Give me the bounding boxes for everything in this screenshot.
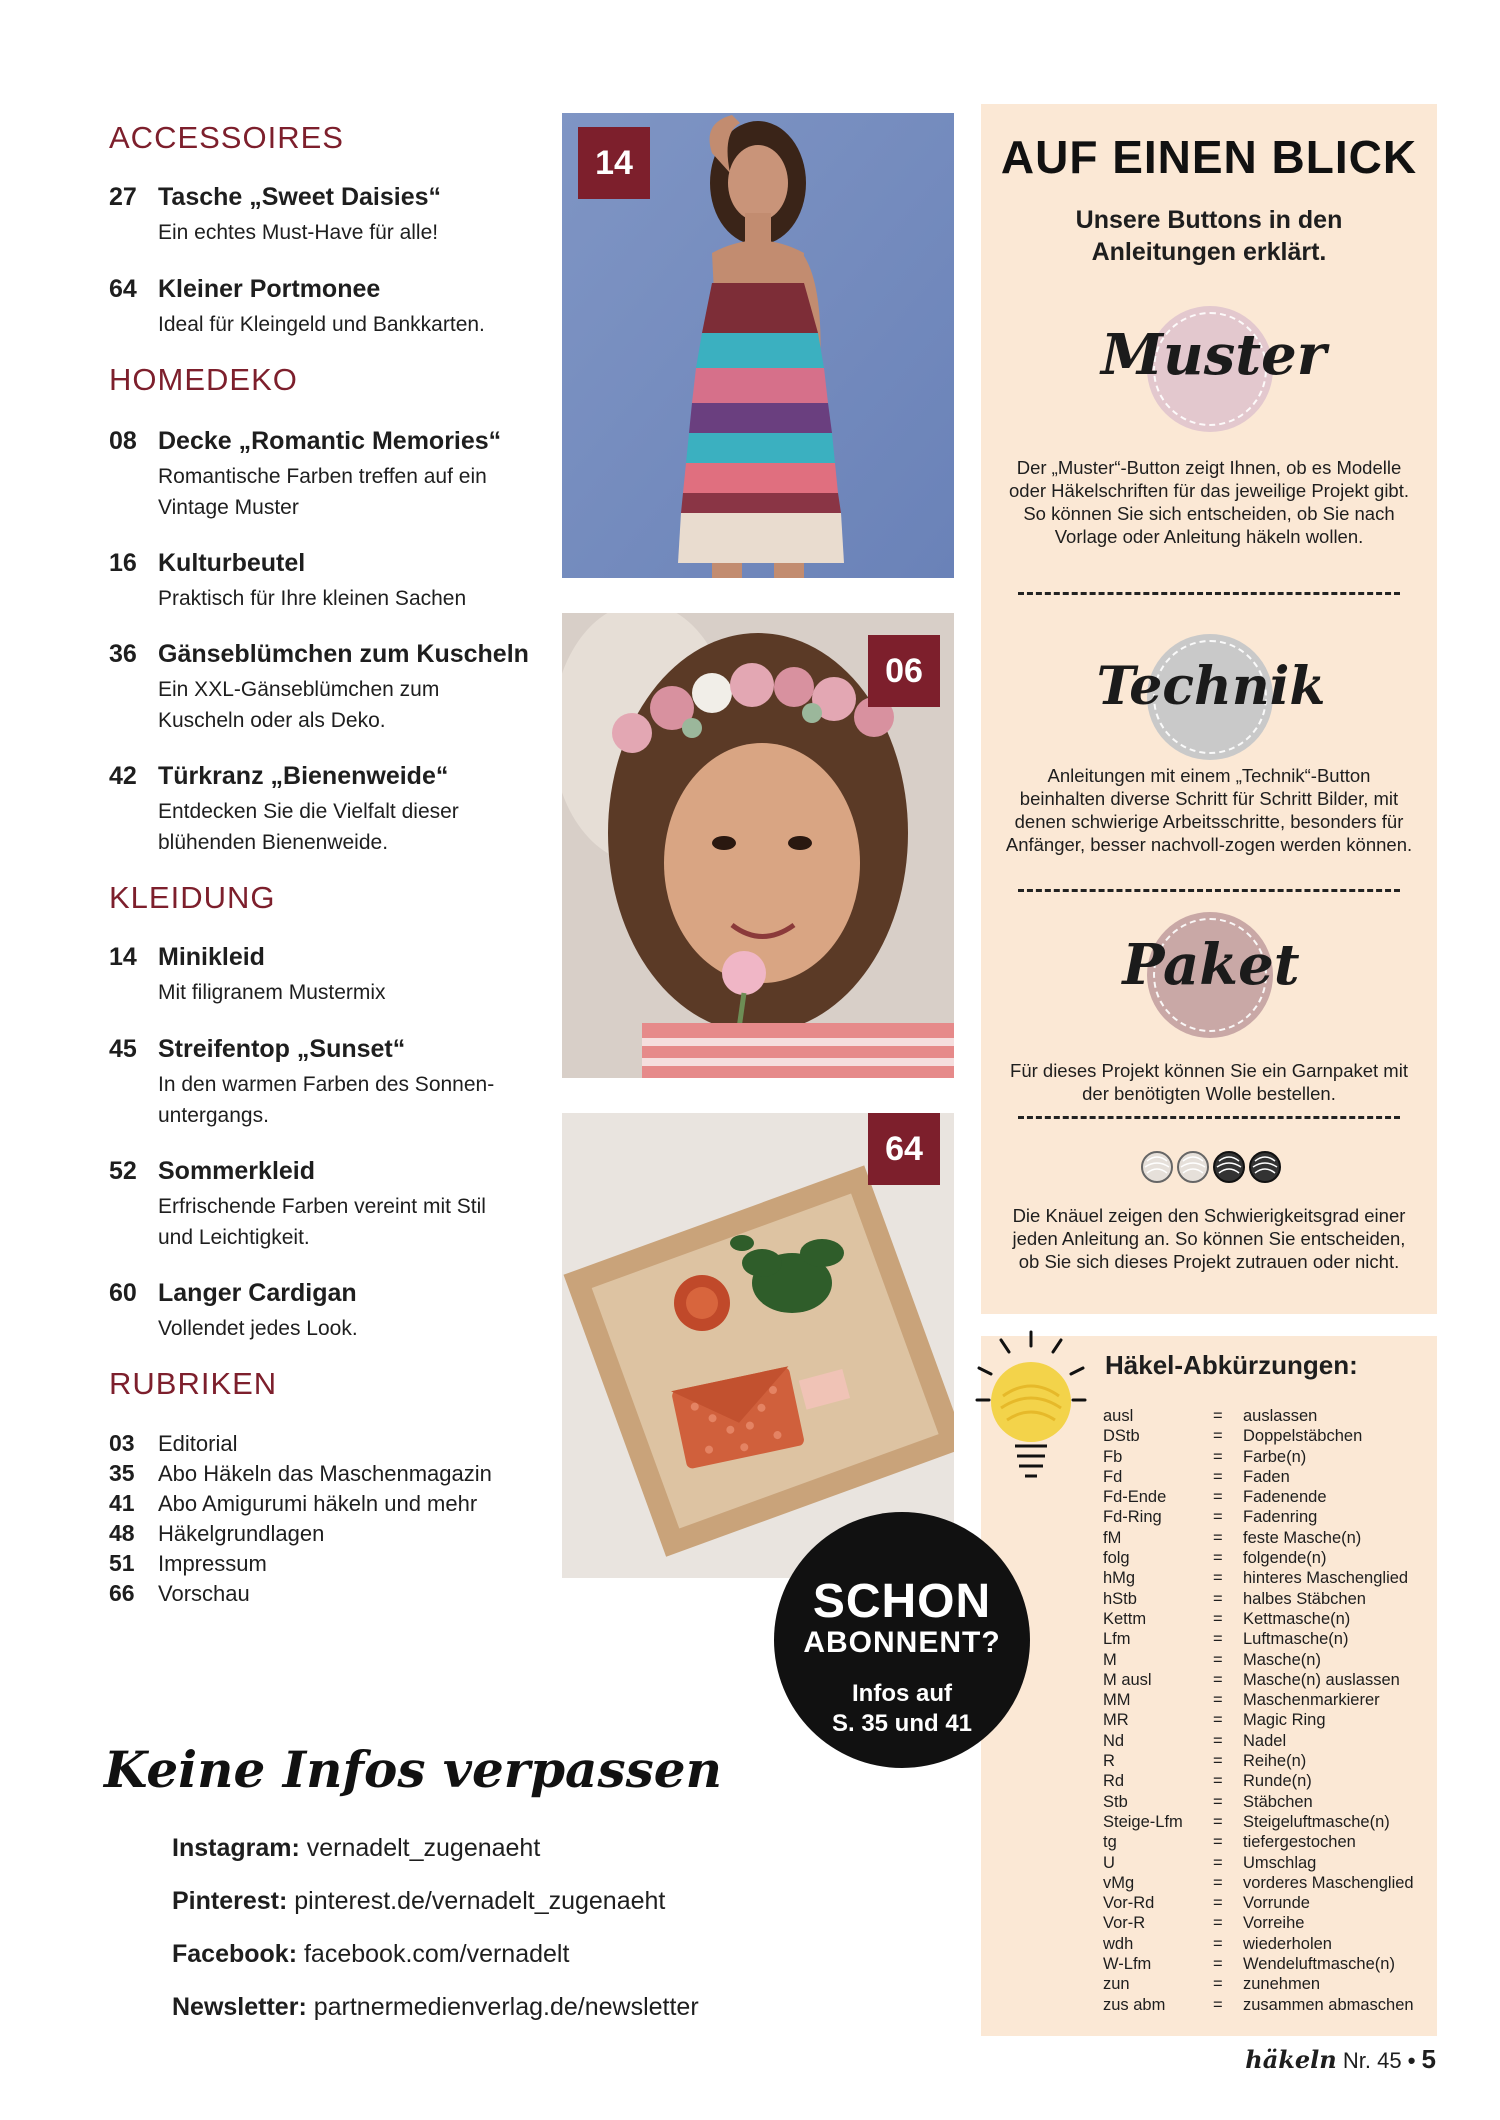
info-title: AUF EINEN BLICK xyxy=(1000,131,1418,183)
abbreviation-row xyxy=(1103,1913,1423,1933)
abbreviation-row xyxy=(1103,1792,1423,1812)
abbreviation-row xyxy=(1103,1954,1423,1974)
page-number: 35 xyxy=(109,1460,135,1486)
knaeuel-text: Die Knäuel zeigen den Schwierigkeitsgrad einer jeden Anleitung an. So können Sie entscheiden, ob Sie sich dieses Projekt zutrauen oder nicht. xyxy=(1012,1205,1406,1272)
meaning: Nadel xyxy=(1243,1731,1287,1750)
social-label: Instagram: xyxy=(172,1834,300,1862)
page-number: 03 xyxy=(109,1430,135,1456)
social-pinterest[interactable] xyxy=(172,1887,665,1916)
section-heading-accessoires: ACCESSOIRES xyxy=(109,120,344,155)
abbreviation: Fd xyxy=(1103,1467,1123,1486)
meaning: Magic Ring xyxy=(1243,1711,1326,1730)
magazine-name: häkeln xyxy=(1245,2045,1337,2074)
entry-title: Türkranz „Bienenweide“ xyxy=(158,762,449,790)
rubrik-label: Impressum xyxy=(158,1551,267,1576)
page-number: 52 xyxy=(109,1157,137,1185)
equals-sign: = xyxy=(1213,1995,1223,2014)
abbreviation: ausl xyxy=(1103,1407,1134,1425)
equals-sign: = xyxy=(1213,1549,1223,1568)
page-number: 16 xyxy=(109,549,137,577)
rubrik-item[interactable] xyxy=(109,1550,267,1577)
abo-circle[interactable] xyxy=(774,1512,1030,1768)
social-facebook[interactable] xyxy=(172,1940,569,1969)
abo-line1: SCHON xyxy=(812,1575,992,1628)
footer-bullet: • xyxy=(1407,2048,1416,2073)
meaning: Runde(n) xyxy=(1243,1772,1312,1791)
abbreviation-row xyxy=(1103,1528,1423,1548)
rubrik-item[interactable] xyxy=(109,1520,324,1547)
photo-portmonee[interactable] xyxy=(562,1113,954,1578)
abbreviation-row xyxy=(1103,1589,1423,1609)
social-label: Newsletter: xyxy=(172,1993,307,2021)
meaning: Wendeluftmasche(n) xyxy=(1243,1955,1395,1974)
abbreviation-row xyxy=(1103,1629,1423,1649)
page-number: 14 xyxy=(109,943,137,971)
abbreviation-row xyxy=(1103,1447,1423,1467)
rubrik-label: Editorial xyxy=(158,1431,238,1456)
meaning: Farbe(n) xyxy=(1243,1447,1307,1466)
abbreviation: MR xyxy=(1103,1711,1129,1730)
meaning: Vorreihe xyxy=(1243,1914,1305,1933)
equals-sign: = xyxy=(1213,1731,1223,1750)
abbreviation: Nd xyxy=(1103,1731,1125,1750)
page-number: 41 xyxy=(109,1490,135,1516)
meaning: wiederholen xyxy=(1243,1934,1332,1953)
section-heading-rubriken: RUBRIKEN xyxy=(109,1366,278,1401)
entry-title: Decke „Romantic Memories“ xyxy=(158,427,502,455)
equals-sign: = xyxy=(1213,1914,1223,1933)
equals-sign: = xyxy=(1213,1569,1223,1588)
abbreviation: fM xyxy=(1103,1528,1122,1547)
abbreviation-row xyxy=(1103,1893,1423,1913)
abbreviation: MM xyxy=(1103,1691,1131,1710)
meaning: feste Masche(n) xyxy=(1243,1528,1362,1547)
rubrik-label: Häkelgrundlagen xyxy=(158,1521,325,1546)
abbreviation: zun xyxy=(1103,1975,1130,1994)
abbreviation-row xyxy=(1103,1690,1423,1710)
info-subtitle: Unsere Buttons in den Anleitungen erklärt. xyxy=(1075,206,1343,266)
abbreviation: folg xyxy=(1103,1549,1130,1568)
divider xyxy=(1018,592,1400,595)
entry-title: Tasche „Sweet Daisies“ xyxy=(158,183,442,211)
meaning: folgende(n) xyxy=(1243,1549,1327,1568)
meaning: Faden xyxy=(1243,1467,1290,1486)
abbreviation: wdh xyxy=(1103,1934,1134,1953)
meaning: Maschenmarkierer xyxy=(1243,1691,1380,1710)
meaning: zunehmen xyxy=(1243,1975,1321,1994)
abbreviation: hMg xyxy=(1103,1569,1136,1588)
entry-description: Praktisch für Ihre kleinen Sachen xyxy=(158,587,467,610)
page-number: 27 xyxy=(109,183,137,211)
meaning: Kettmasche(n) xyxy=(1243,1609,1351,1628)
abbreviation: Lfm xyxy=(1103,1630,1131,1649)
equals-sign: = xyxy=(1213,1589,1223,1608)
section-heading-homedeko: HOMEDEKO xyxy=(109,362,298,397)
equals-sign: = xyxy=(1213,1894,1223,1913)
equals-sign: = xyxy=(1213,1711,1223,1730)
entry-title: Minikleid xyxy=(158,943,265,971)
meaning: tiefergestochen xyxy=(1243,1833,1356,1852)
abbreviation-row xyxy=(1103,1568,1423,1588)
abbreviation: Kettm xyxy=(1103,1609,1147,1628)
abbreviation-row xyxy=(1103,1467,1423,1487)
equals-sign: = xyxy=(1213,1427,1223,1446)
rubrik-item[interactable] xyxy=(109,1490,477,1517)
social-label: Facebook: xyxy=(172,1940,298,1968)
abo-line4: S. 35 und 41 xyxy=(831,1710,973,1737)
meaning: Luftmasche(n) xyxy=(1243,1630,1349,1649)
abbreviations-box xyxy=(981,1336,1437,2036)
abbreviation: DStb xyxy=(1103,1427,1140,1446)
abbreviation: Rd xyxy=(1103,1772,1125,1791)
entry-description: Ein echtes Must-Have für alle! xyxy=(158,221,439,244)
meaning: auslassen xyxy=(1243,1407,1318,1425)
muster-text: Der „Muster“-Button zeigt Ihnen, ob es Modelle oder Häkelschriften für das jeweilige Projekt gibt. So können Sie sich entscheiden, ob Sie nach Vorlage oder Anleitung häkeln wollen. xyxy=(1009,457,1409,547)
rubrik-label: Vorschau xyxy=(158,1581,250,1606)
page-badge: 06 xyxy=(868,635,940,707)
entry-description: Mit filigranem Mustermix xyxy=(158,981,386,1004)
meaning: zusammen abmaschen xyxy=(1243,1995,1414,2014)
issue-number: Nr. 45 xyxy=(1342,2048,1402,2073)
entry-description: Romantische Farben treffen auf ein Vintage Muster xyxy=(158,465,487,519)
social-value: pinterest.de/vernadelt_zugenaeht xyxy=(294,1887,666,1915)
equals-sign: = xyxy=(1213,1934,1223,1953)
meaning: Masche(n) xyxy=(1243,1650,1321,1669)
photo-minikleid[interactable] xyxy=(562,113,954,578)
rubrik-label: Abo Häkeln das Maschenmagazin xyxy=(158,1461,492,1486)
entry-title: Streifentop „Sunset“ xyxy=(158,1035,406,1063)
technik-text: Anleitungen mit einem „Technik“-Button beinhalten diverse Schritt für Schritt Bilder, mit denen schwierige Arbeitsschritte, besonders für Anfänger, besser nachvoll-zogen werden können. xyxy=(1005,765,1413,855)
entry-description: In den warmen Farben des Sonnen-untergangs. xyxy=(158,1073,495,1127)
equals-sign: = xyxy=(1213,1752,1223,1771)
abbreviation-row xyxy=(1103,1934,1423,1954)
lightbulb-icon xyxy=(961,1326,1101,1496)
page-badge: 14 xyxy=(578,127,650,199)
rubrik-item[interactable] xyxy=(109,1430,237,1457)
page-number: 42 xyxy=(109,762,137,790)
page-number: 36 xyxy=(109,640,137,668)
abbreviation-row xyxy=(1103,1670,1423,1690)
page-number: 60 xyxy=(109,1279,137,1307)
page-number: 08 xyxy=(109,427,137,455)
muster-label: Muster xyxy=(1101,322,1327,388)
abbreviation-row xyxy=(1103,1731,1423,1751)
entry-description: Ideal für Kleingeld und Bankkarten. xyxy=(158,313,485,336)
equals-sign: = xyxy=(1213,1772,1223,1791)
yarn-balls-icon xyxy=(1139,1149,1289,1185)
equals-sign: = xyxy=(1213,1508,1223,1527)
abbreviation: W-Lfm xyxy=(1103,1955,1152,1974)
abbreviation: Fb xyxy=(1103,1447,1123,1466)
abbreviation: M xyxy=(1103,1650,1117,1669)
equals-sign: = xyxy=(1213,1407,1223,1425)
entry-description: Erfrischende Farben vereint mit Stil und Leichtigkeit. xyxy=(158,1195,486,1249)
meaning: vorderes Maschenglied xyxy=(1243,1873,1414,1892)
equals-sign: = xyxy=(1213,1873,1223,1892)
entry-title: Kulturbeutel xyxy=(158,549,306,577)
page-footer xyxy=(1245,2044,1436,2075)
equals-sign: = xyxy=(1213,1691,1223,1710)
abbreviation: Steige-Lfm xyxy=(1103,1812,1183,1831)
social-label: Pinterest: xyxy=(172,1887,288,1915)
page-number-footer: 5 xyxy=(1421,2044,1436,2074)
abbreviation-row xyxy=(1103,1487,1423,1507)
meaning: halbes Stäbchen xyxy=(1243,1589,1366,1608)
abbreviation-row xyxy=(1103,1812,1423,1832)
page-number: 66 xyxy=(109,1580,135,1606)
page-badge: 64 xyxy=(868,1113,940,1185)
equals-sign: = xyxy=(1213,1833,1223,1852)
equals-sign: = xyxy=(1213,1467,1223,1486)
abbreviation-row xyxy=(1103,1995,1423,2015)
entry-title: Sommerkleid xyxy=(158,1157,316,1185)
page-number: 48 xyxy=(109,1520,135,1546)
equals-sign: = xyxy=(1213,1812,1223,1831)
equals-sign: = xyxy=(1213,1528,1223,1547)
abbreviation-row xyxy=(1103,1426,1423,1446)
abbreviation-row xyxy=(1103,1751,1423,1771)
abbreviation: tg xyxy=(1103,1833,1117,1852)
page-number: 51 xyxy=(109,1550,135,1576)
paket-label: Paket xyxy=(1122,932,1300,998)
meaning: Doppelstäbchen xyxy=(1243,1427,1363,1446)
abo-line2: ABONNENT? xyxy=(803,1626,1001,1659)
entry-description: Ein XXL-Gänseblümchen zum Kuscheln oder als Deko. xyxy=(158,678,440,732)
equals-sign: = xyxy=(1213,1975,1223,1994)
paket-text: Für dieses Projekt können Sie ein Garnpaket mit der benötigten Wolle bestellen. xyxy=(1010,1060,1408,1104)
abbreviation: Fd-Ring xyxy=(1103,1508,1162,1527)
abbreviation: hStb xyxy=(1103,1589,1137,1608)
page-number: 64 xyxy=(109,275,137,303)
social-value: partnermedienverlag.de/newsletter xyxy=(313,1993,699,2021)
abbreviation: Stb xyxy=(1103,1792,1128,1811)
entry-description: Entdecken Sie die Vielfalt dieser blühenden Bienenweide. xyxy=(158,800,459,854)
entry-description: Vollendet jedes Look. xyxy=(158,1317,358,1340)
abbreviation-row xyxy=(1103,1832,1423,1852)
meaning: Masche(n) auslassen xyxy=(1243,1670,1400,1689)
abbreviation: R xyxy=(1103,1752,1115,1771)
abbreviations-heading: Häkel-Abkürzungen: xyxy=(1105,1350,1358,1380)
equals-sign: = xyxy=(1213,1670,1223,1689)
abbreviation: U xyxy=(1103,1853,1115,1872)
social-value: facebook.com/vernadelt xyxy=(303,1940,570,1968)
equals-sign: = xyxy=(1213,1488,1223,1507)
abbreviation-row xyxy=(1103,1853,1423,1873)
page-number: 45 xyxy=(109,1035,137,1063)
abbreviation: Vor-R xyxy=(1103,1914,1146,1933)
equals-sign: = xyxy=(1213,1630,1223,1649)
abbreviation-row xyxy=(1103,1974,1423,1994)
abbreviation: M ausl xyxy=(1103,1670,1152,1689)
info-box xyxy=(981,104,1437,1314)
abo-line3: Infos auf xyxy=(852,1680,952,1707)
abbreviation: vMg xyxy=(1103,1873,1135,1892)
equals-sign: = xyxy=(1213,1853,1223,1872)
abbreviation-row xyxy=(1103,1548,1423,1568)
rubrik-item[interactable] xyxy=(109,1580,250,1607)
abbreviation-row xyxy=(1103,1710,1423,1730)
meaning: Steigeluftmasche(n) xyxy=(1243,1812,1390,1831)
abbreviation-row xyxy=(1103,1507,1423,1527)
rubrik-item[interactable] xyxy=(109,1460,492,1487)
social-instagram[interactable] xyxy=(172,1834,540,1863)
meaning: Stäbchen xyxy=(1243,1792,1313,1811)
abbreviation-row xyxy=(1103,1771,1423,1791)
abbreviations-list xyxy=(1103,1406,1423,2015)
meaning: Umschlag xyxy=(1243,1853,1317,1872)
equals-sign: = xyxy=(1213,1609,1223,1628)
meaning: Fadenende xyxy=(1243,1488,1327,1507)
meaning: Vorrunde xyxy=(1243,1894,1310,1913)
entry-title: Gänseblümchen zum Kuscheln xyxy=(158,640,529,668)
entry-title: Kleiner Portmonee xyxy=(158,275,381,303)
abbreviation-row xyxy=(1103,1650,1423,1670)
equals-sign: = xyxy=(1213,1447,1223,1466)
entry-title: Langer Cardigan xyxy=(158,1279,357,1307)
technik-label: Technik xyxy=(1096,656,1326,717)
equals-sign: = xyxy=(1213,1650,1223,1669)
divider xyxy=(1018,1116,1400,1119)
meaning: Reihe(n) xyxy=(1243,1752,1307,1771)
abbreviation-row xyxy=(1103,1609,1423,1629)
abbreviation: zus abm xyxy=(1103,1995,1166,2014)
equals-sign: = xyxy=(1213,1955,1223,1974)
social-value: vernadelt_zugenaeht xyxy=(306,1834,541,1862)
social-newsletter[interactable] xyxy=(172,1993,699,2022)
abbreviation-row xyxy=(1103,1873,1423,1893)
abbreviation-row xyxy=(1103,1406,1423,1426)
section-heading-kleidung: KLEIDUNG xyxy=(109,880,276,915)
rubrik-label: Abo Amigurumi häkeln und mehr xyxy=(158,1491,478,1516)
equals-sign: = xyxy=(1213,1792,1223,1811)
social-heading: Keine Infos verpassen xyxy=(104,1740,722,1799)
abbreviation: Vor-Rd xyxy=(1103,1894,1155,1913)
divider xyxy=(1018,889,1400,892)
photo-haarreif[interactable] xyxy=(562,613,954,1078)
abbreviation: Fd-Ende xyxy=(1103,1488,1167,1507)
meaning: Fadenring xyxy=(1243,1508,1318,1527)
meaning: hinteres Maschenglied xyxy=(1243,1569,1409,1588)
